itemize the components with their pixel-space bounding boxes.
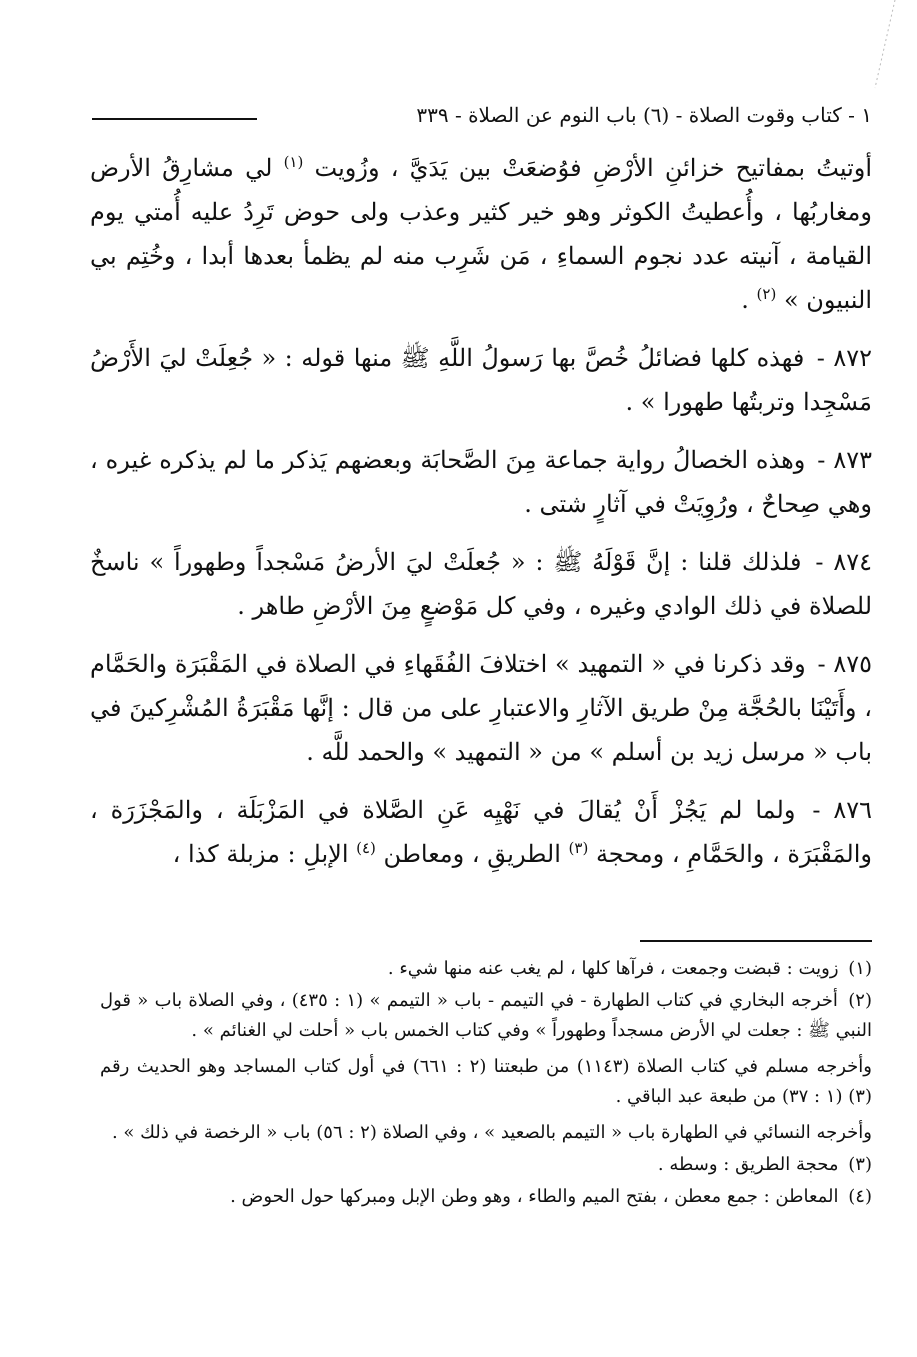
paragraph-continuation: [90, 146, 872, 322]
paragraph-text: الإبلِ : مزبلة كذا ،: [172, 840, 349, 868]
paragraph-text: وقد ذكرنا في « التمهيد » اختلافَ الفُقَهاءِ في الصلاة في المَقْبَرَة والحَمَّام ، وأَتَيْنَا بالحُجَّة مِنْ طريق الآثارِ والاعتبارِ على من قال : إنَّها مَقْبَرَةُ المُشْرِكينَ في باب « مرسل زيد بن أسلم » من « التمهيد » والحمد للَّه .: [90, 650, 872, 766]
footnote-number: (٢): [848, 990, 872, 1011]
footnote-number: (١): [848, 958, 872, 979]
paragraph-number: ٨٧٣ -: [817, 446, 872, 474]
footnote-ref: (٣): [568, 839, 589, 857]
paragraph-text: ولما لم يَجُزْ أَنْ يُقالَ في نَهْيِه عَنِ الصَّلاة في المَزْبَلَة ، والمَجْزَرَة ، والمَقْبَرَة ، والحَمَّامِ ، ومحجة: [90, 796, 872, 868]
footnote-2-continuation: [100, 1118, 872, 1148]
paragraph-text: فهذه كلها فضائلُ خُصَّ بها رَسولُ اللَّهِ ﷺ منها قوله : « جُعِلَتْ ليَ الأَرْضُ مَسْجِدا وتربتُها طهورا » .: [90, 344, 872, 416]
main-text: [90, 146, 872, 876]
footnotes: [100, 954, 872, 1214]
footnote-2-continuation: [100, 1052, 872, 1112]
paragraph-873: [90, 438, 872, 526]
paragraph-number: ٨٧٤ -: [815, 548, 872, 576]
running-head: ١ - كتاب وقوت الصلاة - (٦) باب النوم عن الصلاة - ٣٣٩: [416, 103, 872, 127]
footnote-text: وأخرجه مسلم في كتاب الصلاة (١١٤٣) من طبعتنا (٢ : ٦٦١) في أول كتاب المساجد وهو الحديث رقم (٣) (١ : ٣٧) من طبعة عبد الباقي .: [100, 1056, 873, 1107]
footnote-rule: [640, 940, 872, 942]
page-header: [92, 100, 872, 134]
header-rule: [92, 118, 257, 120]
paragraph-875: [90, 642, 872, 774]
paragraph-876: [90, 788, 872, 876]
scan-edge-mark: [873, 0, 897, 90]
footnote-ref: (٢): [756, 285, 777, 303]
paragraph-text: وهذه الخصالُ رواية جماعة مِنَ الصَّحابَة وبعضهم يَذكر ما لم يذكره غيره ، وهي صِحاحٌ ، ورُوِيَتْ في آثارٍ شتى .: [90, 446, 872, 518]
footnote-number: (٣): [848, 1154, 872, 1175]
paragraph-text: أوتيتُ بمفاتيح خزائنِ الأرْضِ فوُضعَتْ بين يَدَيَّ ، وزُويت: [314, 154, 873, 182]
paragraph-text: لي مشارِقُ الأرض ومغاربُها ، وأُعطيتُ الكوثر وهو خير كثير وعذب ولى حوض تَرِدُ عليه أُمتي يوم القيامة ، آنيته عدد نجوم السماءِ ، مَن شَرِب منه لم يظمأ بعدها أبدا ، وخُتِم بي النبيون »: [90, 154, 872, 314]
footnote-text: محجة الطريق : وسطه .: [657, 1154, 839, 1175]
footnote-4: [100, 1182, 872, 1212]
footnote-1: [100, 954, 872, 984]
footnote-text: المعاطن : جمع معطن ، بفتح الميم والطاء ، وهو وطن الإبل ومبركها حول الحوض .: [230, 1186, 839, 1207]
footnote-text: أخرجه البخاري في كتاب الطهارة - في التيمم - باب « التيمم » (١ : ٤٣٥) ، وفي الصلاة باب « قول النبي ﷺ : جعلت لي الأرض مسجداً وطهوراً » وفي كتاب الخمس باب « أحلت لي الغنائم » .: [100, 990, 872, 1041]
footnote-text: وأخرجه النسائي في الطهارة باب « التيمم بالصعيد » ، وفي الصلاة (٢ : ٥٦) باب « الرخصة في ذلك » .: [111, 1122, 872, 1143]
footnote-ref: (٤): [356, 839, 376, 857]
paragraph-872: [90, 336, 872, 424]
paragraph-text: الطريقِ ، ومعاطن: [383, 840, 561, 868]
footnote-number: (٤): [848, 1186, 872, 1207]
footnote-3: [100, 1150, 872, 1180]
paragraph-number: ٨٧٦ -: [812, 796, 872, 824]
paragraph-text: فلذلك قلنا : إنَّ قَوْلَهُ ﷺ : « جُعلَتْ ليَ الأرضُ مَسْجداً وطهوراً » ناسخٌ للصلاة في ذلك الوادي وغيره ، وفي كل مَوْضعٍ مِنَ الأرْضِ طاهر .: [90, 548, 872, 620]
paragraph-874: [90, 540, 872, 628]
footnote-ref: (١): [283, 153, 304, 171]
paragraph-text: .: [741, 286, 749, 314]
footnote-2: [100, 986, 872, 1046]
footnote-text: زويت : قبضت وجمعت ، فرآها كلها ، لم يغب عنه منها شيء .: [387, 958, 839, 979]
paragraph-number: ٨٧٢ -: [816, 344, 872, 372]
paragraph-number: ٨٧٥ -: [817, 650, 872, 678]
